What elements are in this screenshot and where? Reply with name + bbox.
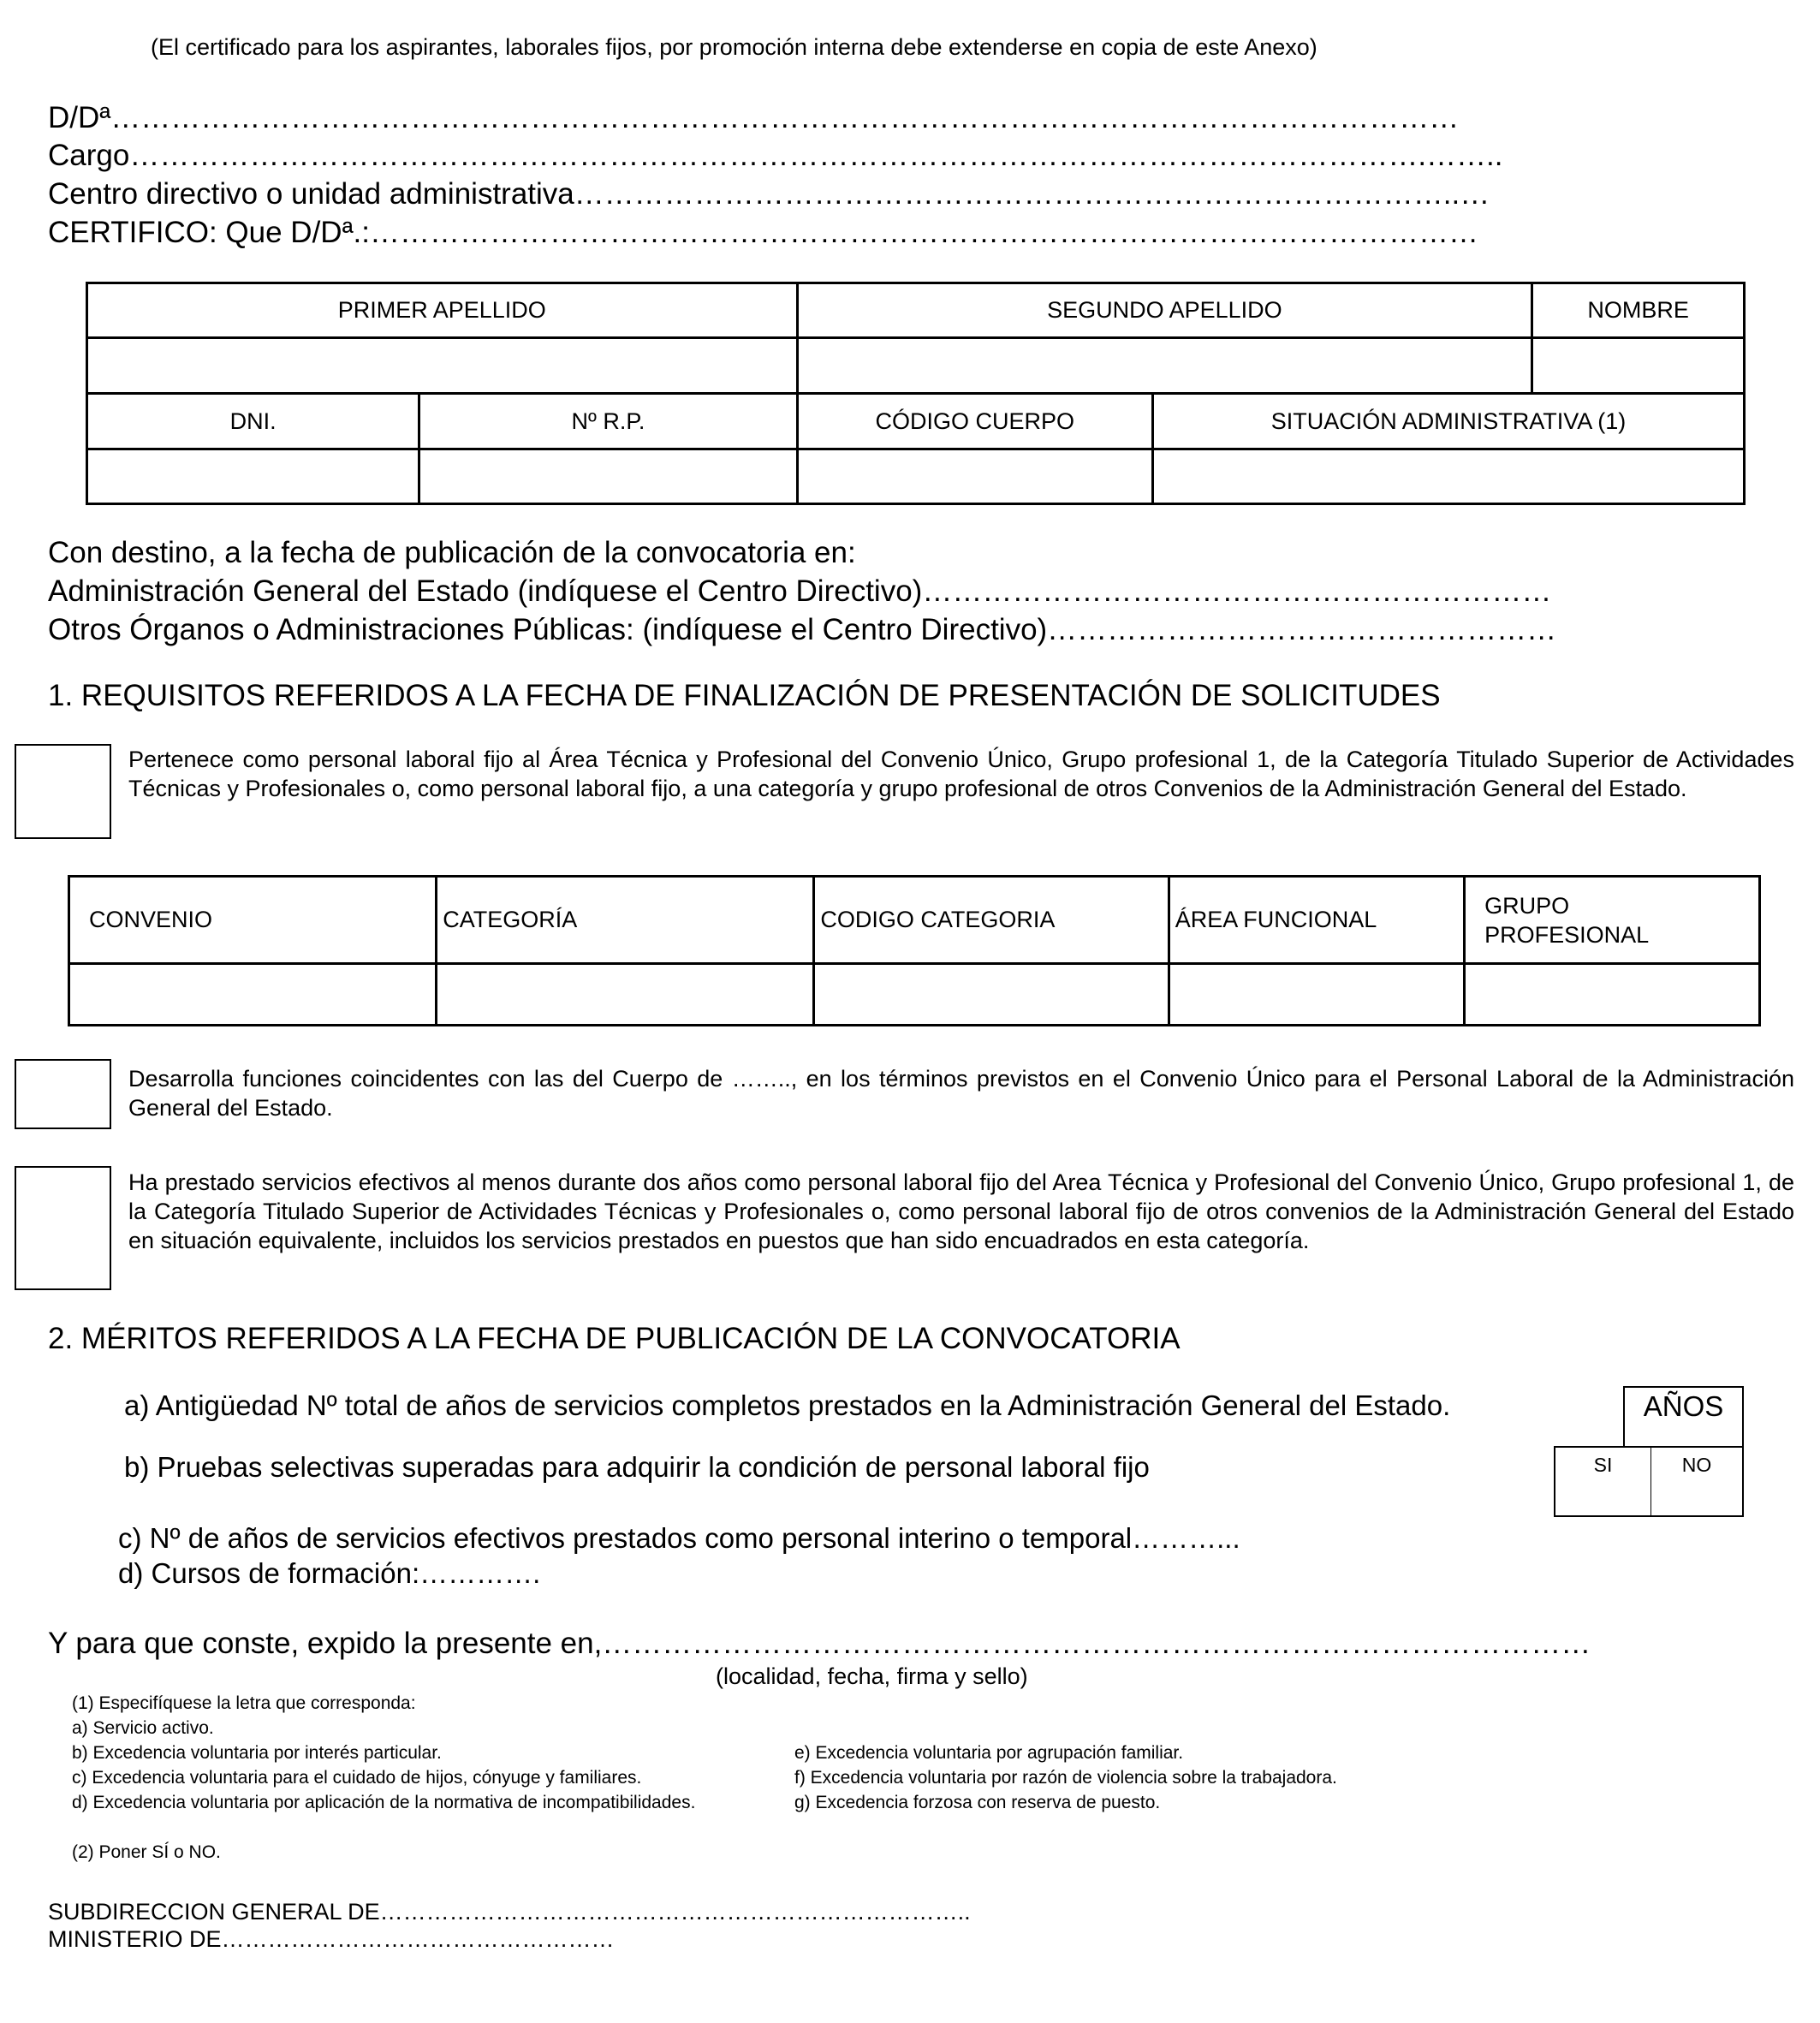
si-box[interactable] xyxy=(1554,1446,1651,1517)
input-grupo-profesional[interactable] xyxy=(1465,964,1760,1026)
section1-title: 1. REQUISITOS REFERIDOS A LA FECHA DE FINALIZACIÓN DE PRESENTACIÓN DE SOLICITUDES xyxy=(48,679,1441,712)
footnote-b: b) Excedencia voluntaria por interés particular. xyxy=(72,1743,442,1763)
header-segundo-apellido: SEGUNDO APELLIDO xyxy=(797,283,1532,338)
field-dd[interactable]: D/Dª……………………………………………………………………………………………………………………… xyxy=(48,101,1460,134)
merito-c[interactable]: c) Nº de años de servicios efectivos prestados como personal interino o temporal………... xyxy=(118,1522,1240,1554)
no-box[interactable] xyxy=(1650,1446,1744,1517)
header-grupo-profesional: GRUPO PROFESIONAL xyxy=(1465,877,1760,964)
section1-item1-text: Pertenece como personal laboral fijo al Área Técnica y Profesional del Convenio Único, Grupo profesional 1, de la Categoría Titulado Superior de Actividades Técnicas y Profesionales o, como personal laboral fijo, a una categoría y grupo profesional de otros Convenios de la Administración General del Estado. xyxy=(128,747,1794,801)
input-area-funcional[interactable] xyxy=(1169,964,1464,1026)
anos-label: AÑOS xyxy=(1643,1390,1724,1422)
merito-b: b) Pruebas selectivas superadas para adquirir la condición de personal laboral fijo xyxy=(124,1451,1150,1483)
merito-a: a) Antigüedad Nº total de años de servicios completos prestados en la Administración General del Estado. xyxy=(124,1389,1451,1421)
destino-line1: Con destino, a la fecha de publicación de la convocatoria en: xyxy=(48,536,856,569)
footnote-a: a) Servicio activo. xyxy=(72,1718,214,1738)
header-codigo-categoria: CODIGO CATEGORIA xyxy=(814,877,1169,964)
section1-item2-text: Desarrolla funciones coincidentes con las del Cuerpo de …….., en los términos previstos en el Convenio Único para el Personal Laboral de la Administración General del Estado. xyxy=(128,1066,1794,1121)
header-convenio: CONVENIO xyxy=(69,877,437,964)
footnote-f: f) Excedencia voluntaria por razón de violencia sobre la trabajadora. xyxy=(794,1768,1337,1788)
no-label: NO xyxy=(1681,1454,1712,1476)
identity-table xyxy=(86,282,1746,505)
input-nombre[interactable] xyxy=(1532,338,1745,394)
input-segundo-apellido[interactable] xyxy=(797,338,1532,394)
closing-line[interactable]: Y para que conste, expido la presente en,……………………………………………………………………………………… xyxy=(48,1627,1591,1660)
input-codigo-cuerpo[interactable] xyxy=(797,449,1152,504)
field-certifico[interactable]: CERTIFICO: Que D/Dª.:………………………………………………………………………………………………… xyxy=(48,216,1478,249)
merito-d[interactable]: d) Cursos de formación:…………. xyxy=(118,1557,541,1589)
subdireccion-field[interactable]: SUBDIRECCION GENERAL DE………………………………………………………………….. xyxy=(48,1899,971,1925)
section1-item3-text: Ha prestado servicios efectivos al menos durante dos años como personal laboral fijo del Area Técnica y Profesional del Convenio Único, Grupo profesional 1, de la Categoría Titulado Superior de Actividades Técnicas y Profesionales o, como personal laboral fijo de otros convenios de la Administración General del Estado en situación equivalente, incluidos los servicios prestados en puestos que han sido encuadrados en esta categoría. xyxy=(128,1169,1794,1253)
header-dni: DNI. xyxy=(87,394,419,449)
section2-title: 2. MÉRITOS REFERIDOS A LA FECHA DE PUBLICACIÓN DE LA CONVOCATORIA xyxy=(48,1322,1181,1355)
checkbox-item3[interactable] xyxy=(15,1166,111,1290)
footnote-1: (1) Especifíquese la letra que corresponda: xyxy=(72,1693,416,1713)
input-codigo-categoria[interactable] xyxy=(814,964,1169,1026)
header-nombre: NOMBRE xyxy=(1532,283,1745,338)
header-area-funcional: ÁREA FUNCIONAL xyxy=(1169,877,1464,964)
footnote-g: g) Excedencia forzosa con reserva de puesto. xyxy=(794,1793,1161,1812)
input-nrp[interactable] xyxy=(419,449,797,504)
header-primer-apellido: PRIMER APELLIDO xyxy=(87,283,798,338)
input-dni[interactable] xyxy=(87,449,419,504)
header-situacion-administrativa: SITUACIÓN ADMINISTRATIVA (1) xyxy=(1152,394,1744,449)
footnote-c: c) Excedencia voluntaria para el cuidado de hijos, cónyuge y familiares. xyxy=(72,1768,642,1788)
intro-note: (El certificado para los aspirantes, laborales fijos, por promoción interna debe extenderse en copia de este Anexo) xyxy=(151,34,1317,60)
input-situacion-administrativa[interactable] xyxy=(1152,449,1744,504)
field-centro[interactable]: Centro directivo o unidad administrativa……………………………………………………………………………..… xyxy=(48,177,1490,211)
header-codigo-cuerpo: CÓDIGO CUERPO xyxy=(797,394,1152,449)
footnote-2: (2) Poner SÍ o NO. xyxy=(72,1842,221,1862)
destino-otros-field[interactable]: Otros Órganos o Administraciones Públicas: (indíquese el Centro Directivo)…………………………………………… xyxy=(48,613,1557,646)
checkbox-item1[interactable] xyxy=(15,744,111,839)
input-categoria[interactable] xyxy=(437,964,814,1026)
ministerio-field[interactable]: MINISTERIO DE…………………………………………… xyxy=(48,1926,615,1952)
destino-age-field[interactable]: Administración General del Estado (indíquese el Centro Directivo)……………………………………………………… xyxy=(48,574,1552,608)
header-categoria: CATEGORÍA xyxy=(437,877,814,964)
checkbox-item2[interactable] xyxy=(15,1059,111,1129)
header-nrp: Nº R.P. xyxy=(419,394,797,449)
si-label: SI xyxy=(1593,1454,1613,1476)
footnote-d: d) Excedencia voluntaria por aplicación de la normativa de incompatibilidades. xyxy=(72,1793,696,1812)
closing-sub: (localidad, fecha, firma y sello) xyxy=(716,1663,1028,1689)
convenio-table xyxy=(68,875,1761,1026)
field-cargo[interactable]: Cargo………………………………………………………………………………………………………………….…….. xyxy=(48,139,1503,172)
input-convenio[interactable] xyxy=(69,964,437,1026)
input-primer-apellido[interactable] xyxy=(87,338,798,394)
anos-box[interactable] xyxy=(1623,1386,1744,1448)
footnote-e: e) Excedencia voluntaria por agrupación familiar. xyxy=(794,1743,1184,1763)
